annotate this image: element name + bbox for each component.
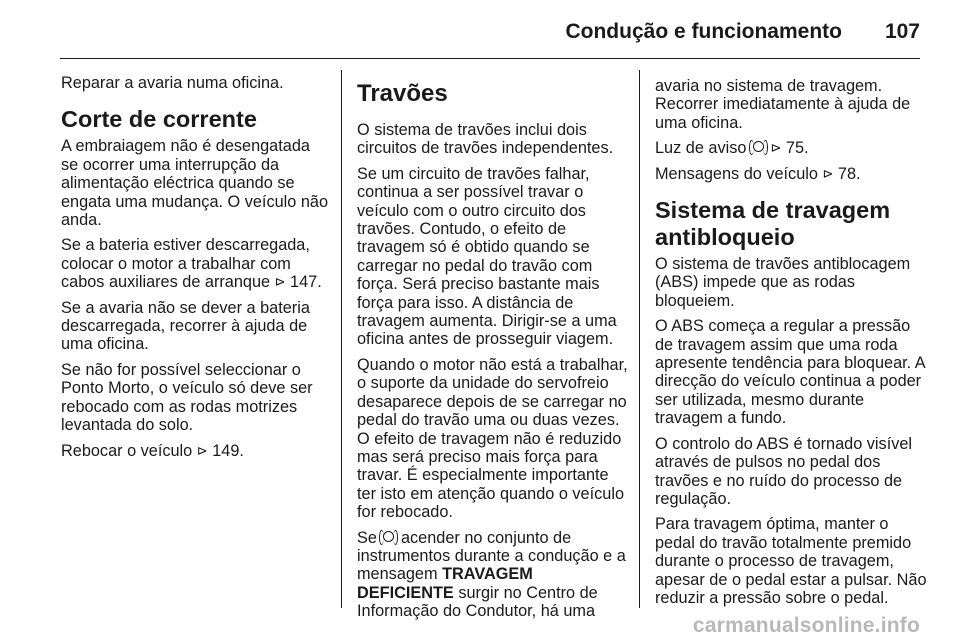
paragraph-text: Rebocar o veículo bbox=[61, 441, 193, 460]
page-ref[interactable]: 78. bbox=[837, 164, 861, 183]
paragraph: Para travagem óptima, manter o pedal do travão totalmente premido durante o processo de travagem, apesar de o pedal estar a pulsar. Não reduzir a pressão sobre o pedal. bbox=[655, 515, 927, 607]
paragraph: O sistema de travões inclui dois circuitos de travões independentes. bbox=[357, 121, 614, 158]
watermark: carmanualsonline.info bbox=[692, 614, 920, 637]
paragraph bbox=[655, 165, 927, 183]
paragraph-text: surgir no Centro de Informação do Condutor, há uma bbox=[357, 583, 598, 621]
column-right bbox=[655, 77, 927, 614]
page-header bbox=[60, 18, 920, 59]
section-heading-abs: Sistema de travagem antibloqueio bbox=[655, 197, 891, 251]
paragraph: avaria no sistema de travagem. Recorrer imediatamente à ajuda de uma oficina. bbox=[655, 77, 911, 132]
column-middle bbox=[357, 80, 629, 628]
page-ref[interactable]: 75. bbox=[785, 139, 809, 158]
paragraph: O ABS começa a regular a pressão de travagem assim que uma roda apresente tendência para bloquear. A direcção do veículo continua a poder ser utilizada, mesmo durante travagem a fundo. bbox=[655, 317, 925, 428]
paragraph: A embraiagem não é desengatada se ocorrer uma interrupção da alimentação eléctrica quando se engata uma mudança. O veículo não anda. bbox=[61, 137, 329, 230]
paragraph bbox=[61, 442, 331, 460]
paragraph: Reparar a avaria numa oficina. bbox=[61, 74, 284, 92]
page-ref[interactable]: 149. bbox=[212, 441, 244, 460]
paragraph-text: Mensagens do veículo bbox=[655, 164, 818, 183]
message-text: TRAVAGEM DEFICIENTE bbox=[357, 565, 533, 602]
page-ref-arrow-icon: ⊳ bbox=[196, 442, 208, 458]
paragraph-text: Luz de aviso bbox=[655, 139, 747, 158]
brake-warning-icon bbox=[381, 530, 396, 545]
paragraph-text: Se a bateria estiver descarregada, colocar o motor a trabalhar com cabos auxiliares de arranque bbox=[61, 236, 310, 292]
page-ref-arrow-icon: ⊳ bbox=[770, 140, 782, 156]
column-left bbox=[61, 74, 331, 467]
paragraph: Se a avaria não se dever a bateria descarregada, recorrer à ajuda de uma oficina. bbox=[61, 298, 310, 354]
header-title: Condução e funcionamento bbox=[565, 20, 842, 43]
page-ref[interactable]: 147. bbox=[290, 273, 322, 292]
paragraph: Se um circuito de travões falhar, continua a ser possível travar o veículo com o outro circuito dos travões. Contudo, o efeito de travagem só é obtido quando se carregar no pedal do travão com força. Será preciso bastante mais força para isso. A distância de travagem aumenta. Dirigir-se a uma oficina antes de prosseguir viagem. bbox=[357, 164, 617, 349]
section-heading-brakes: Travões bbox=[357, 80, 448, 107]
paragraph bbox=[61, 236, 331, 291]
page-ref-arrow-icon: ⊳ bbox=[822, 165, 834, 181]
paragraph: O sistema de travões antiblocagem (ABS) impede que as rodas bloqueiem. bbox=[655, 255, 911, 310]
brake-warning-icon bbox=[751, 140, 766, 155]
page-ref-arrow-icon: ⊳ bbox=[274, 274, 286, 290]
column-divider bbox=[639, 70, 640, 608]
paragraph-text: acender no conjunto de instrumentos durante a condução e a mensagem bbox=[357, 528, 626, 584]
paragraph: Quando o motor não está a trabalhar, o suporte da unidade do servofreio desaparece depois de se carregar no pedal do travão uma ou duas vezes. O efeito de travagem não é reduzido mas será preciso mais força para travar. É especialmente importante ter isto em atenção quando o veículo for rebocado. bbox=[357, 355, 628, 522]
paragraph bbox=[357, 529, 629, 621]
paragraph: O controlo do ABS é tornado visível através de pulsos no pedal dos travões e no ruído do processo de regulação. bbox=[655, 434, 913, 508]
paragraph bbox=[655, 139, 927, 157]
paragraph-text: Se bbox=[357, 528, 377, 547]
section-heading-power-cut: Corte de corrente bbox=[61, 106, 257, 133]
column-divider bbox=[341, 70, 342, 608]
page-number: 107 bbox=[884, 20, 920, 43]
paragraph: Se não for possível seleccionar o Ponto Morto, o veículo só deve ser rebocado com as rodas motrizes levantada do solo. bbox=[61, 360, 313, 435]
